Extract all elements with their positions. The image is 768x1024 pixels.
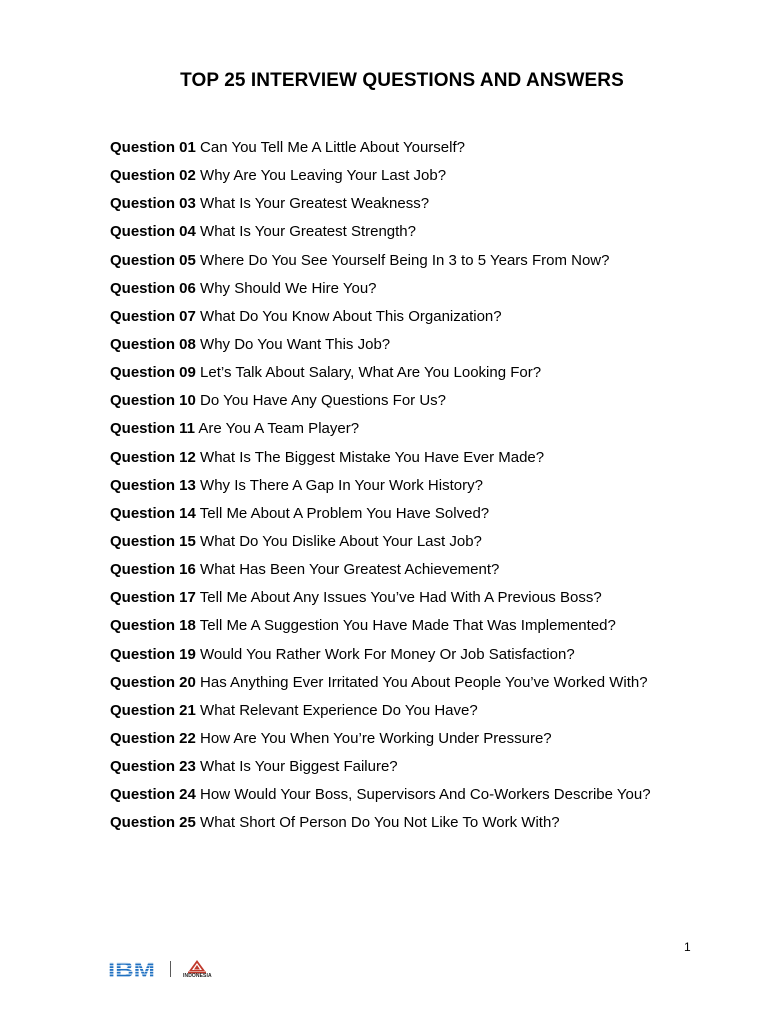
question-label: Question 16 [110, 561, 196, 579]
list-item [110, 587, 651, 615]
question-label: Question 14 [110, 504, 196, 522]
question-label: Question 03 [110, 195, 196, 213]
question-text: What Is Your Greatest Strength? [200, 223, 416, 241]
list-item [110, 193, 651, 221]
list-item [110, 418, 651, 446]
list-item [110, 475, 651, 503]
question-text: Do You Have Any Questions For Us? [200, 392, 447, 410]
question-label: Question 04 [110, 223, 196, 241]
question-text: Let’s Talk About Salary, What Are You Looking For? [200, 364, 542, 382]
ibm-logo-text: IBM [108, 959, 155, 980]
question-label: Question 08 [110, 335, 196, 353]
question-label: Question 02 [110, 167, 196, 185]
partner-emblem-icon [188, 960, 206, 974]
question-text: Why Do You Want This Job? [200, 335, 391, 353]
question-text: Tell Me About A Problem You Have Solved? [199, 504, 490, 522]
list-item [110, 559, 651, 587]
list-item [110, 165, 651, 193]
question-label: Question 09 [110, 364, 196, 382]
partner-logo [183, 960, 212, 979]
question-label: Question 11 [110, 420, 196, 438]
list-item [110, 644, 651, 672]
question-label: Question 20 [110, 673, 196, 691]
question-label: Question 05 [110, 251, 196, 269]
question-label: Question 21 [110, 701, 196, 719]
list-item [110, 615, 651, 643]
question-text: What Is The Biggest Mistake You Have Ever Made? [200, 448, 545, 466]
list-item [110, 137, 651, 165]
question-label: Question 12 [110, 448, 196, 466]
list-item [110, 503, 651, 531]
question-text: Has Anything Ever Irritated You About People You’ve Worked With? [200, 673, 648, 691]
list-item [110, 390, 651, 418]
footer-logos [108, 955, 212, 983]
partner-logo-text: INDONESIA [183, 972, 212, 979]
list-item [110, 278, 651, 306]
question-text: What Has Been Your Greatest Achievement? [200, 561, 500, 579]
list-item [110, 362, 651, 390]
list-item [110, 728, 651, 756]
list-item [110, 221, 651, 249]
question-text: Why Should We Hire You? [200, 279, 377, 297]
question-label: Question 13 [110, 476, 196, 494]
list-item [110, 700, 651, 728]
question-text: What Do You Know About This Organization? [200, 307, 502, 325]
list-item [110, 784, 651, 812]
question-text: Where Do You See Yourself Being In 3 to 5 Years From Now? [200, 251, 610, 269]
ibm-logo [108, 958, 156, 980]
question-text: How Would Your Boss, Supervisors And Co-Workers Describe You? [200, 786, 651, 804]
list-item [110, 447, 651, 475]
question-text: Tell Me A Suggestion You Have Made That Was Implemented? [199, 617, 616, 635]
question-label: Question 15 [110, 532, 196, 550]
question-label: Question 24 [110, 786, 196, 804]
question-text: Why Are You Leaving Your Last Job? [200, 167, 447, 185]
question-label: Question 17 [110, 589, 196, 607]
question-label: Question 25 [110, 814, 196, 832]
question-label: Question 18 [110, 617, 196, 635]
list-item [110, 334, 651, 362]
list-item [110, 306, 651, 334]
list-item [110, 531, 651, 559]
question-label: Question 01 [110, 139, 196, 156]
question-text: What Do You Dislike About Your Last Job? [200, 532, 482, 550]
question-label: Question 22 [110, 729, 196, 747]
question-text: What Short Of Person Do You Not Like To Work With? [200, 814, 560, 832]
question-text: What Is Your Biggest Failure? [200, 758, 398, 776]
ibm-logo-icon [108, 958, 156, 980]
question-label: Question 07 [110, 307, 196, 325]
question-list [110, 137, 651, 841]
question-text: Are You A Team Player? [198, 420, 360, 438]
question-text: How Are You When You’re Working Under Pressure? [200, 729, 552, 747]
page-title: TOP 25 INTERVIEW QUESTIONS AND ANSWERS [180, 70, 624, 91]
question-text: Can You Tell Me A Little About Yourself? [200, 139, 465, 156]
list-item [110, 756, 651, 784]
question-text: Tell Me About Any Issues You’ve Had With A Previous Boss? [199, 589, 602, 607]
logo-divider [170, 961, 171, 977]
question-label: Question 19 [110, 645, 196, 663]
question-label: Question 10 [110, 392, 196, 410]
question-text: Would You Rather Work For Money Or Job Satisfaction? [200, 645, 575, 663]
question-text: Why Is There A Gap In Your Work History? [200, 476, 483, 494]
question-text: What Relevant Experience Do You Have? [200, 701, 478, 719]
list-item [110, 250, 651, 278]
page-number: 1 [684, 940, 691, 954]
list-item [110, 672, 651, 700]
question-text: What Is Your Greatest Weakness? [200, 195, 430, 213]
question-label: Question 23 [110, 758, 196, 776]
question-label: Question 06 [110, 279, 196, 297]
list-item [110, 812, 651, 840]
